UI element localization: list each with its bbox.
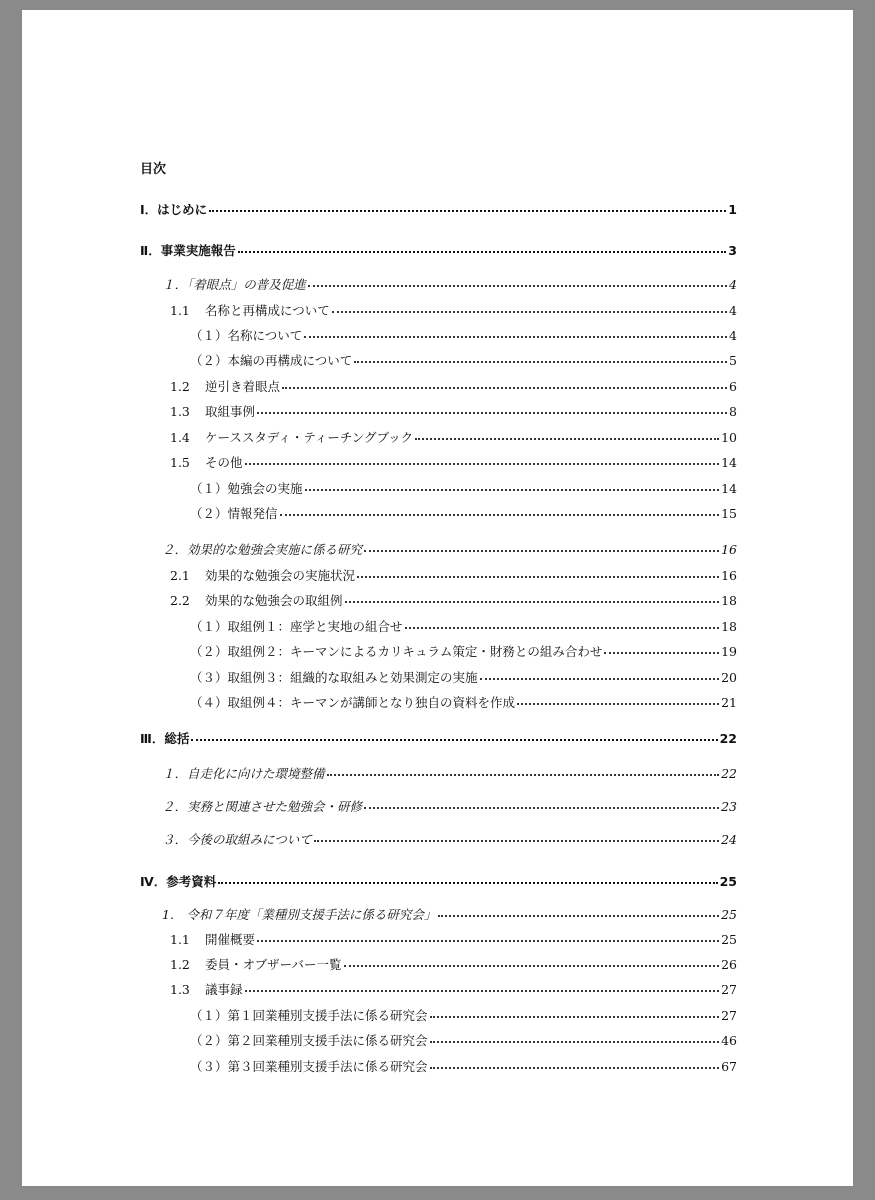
- toc-entry-number: 1.3: [170, 982, 190, 997]
- toc-entry-label: Ⅳ．参考資料: [140, 874, 217, 889]
- toc-entry[interactable]: [190, 479, 737, 497]
- toc-entry-page: 22: [719, 731, 737, 746]
- dot-leader: [364, 806, 719, 809]
- toc-entry[interactable]: [162, 764, 737, 782]
- dot-leader: [305, 488, 720, 491]
- toc-entry-label: 名称と再構成について: [205, 303, 330, 318]
- dot-leader: [480, 677, 720, 680]
- toc-entry-number: 1.1: [170, 303, 190, 318]
- toc-entry[interactable]: [190, 668, 737, 686]
- toc-entry[interactable]: [170, 428, 737, 446]
- dot-leader: [245, 462, 720, 465]
- toc-entry-page: 1: [728, 202, 737, 217]
- toc-entry-page: 18: [721, 593, 737, 608]
- toc-entry-page: 15: [721, 506, 737, 521]
- toc-entry-label: （４）取組例４：キーマンが講師となり独自の資料を作成: [190, 695, 516, 710]
- toc-entry[interactable]: [190, 1006, 737, 1024]
- toc-entry-label: １．「着眼点」の普及促進: [162, 277, 306, 292]
- dot-leader: [517, 702, 719, 705]
- toc-entry-page: 23: [721, 799, 737, 814]
- dot-leader: [245, 989, 720, 992]
- toc-entry[interactable]: [170, 566, 737, 584]
- dot-leader: [191, 738, 717, 741]
- toc-entry-label: （２）第２回業種別支援手法に係る研究会: [190, 1033, 428, 1048]
- toc-entry-label: （３）第３回業種別支援手法に係る研究会: [190, 1059, 428, 1074]
- dot-leader: [345, 600, 720, 603]
- dot-leader: [430, 1066, 720, 1069]
- dot-leader: [327, 773, 720, 776]
- toc-entry[interactable]: [190, 1057, 737, 1075]
- dot-leader: [280, 513, 720, 516]
- toc-entry-page: 10: [721, 430, 737, 445]
- toc-entry-label: （２）取組例２：キーマンによるカリキュラム策定・財務との組み合わせ: [190, 644, 603, 659]
- toc-entry-label: （３）取組例３：組織的な取組みと効果測定の実施: [190, 670, 478, 685]
- toc-entry[interactable]: [190, 642, 737, 660]
- toc-entry-label: 開催概要: [205, 932, 256, 947]
- toc-entry-page: 22: [721, 766, 737, 781]
- toc-entry[interactable]: [162, 830, 737, 848]
- toc-entry-label: 効果的な勉強会の取組例: [205, 593, 343, 608]
- toc-entry-number: 1.5: [170, 455, 190, 470]
- toc-entry-label: 委員・オブザーバー一覧: [205, 957, 342, 972]
- toc-entry[interactable]: [162, 905, 737, 923]
- toc-entry-label: （２）情報発信: [190, 506, 278, 521]
- toc-entry[interactable]: [170, 930, 737, 948]
- toc-entry[interactable]: [170, 377, 737, 395]
- toc-entry-page: 25: [721, 907, 737, 922]
- toc-entry-page: 20: [721, 670, 737, 685]
- toc-entry[interactable]: [170, 453, 737, 471]
- toc-entry[interactable]: [170, 402, 737, 420]
- toc-entry-page: 8: [729, 404, 737, 419]
- table-of-contents: [22, 10, 853, 1186]
- toc-entry-page: 5: [729, 353, 737, 368]
- toc-entry[interactable]: [170, 980, 737, 998]
- toc-entry[interactable]: [190, 351, 737, 369]
- toc-entry-page: 27: [721, 1008, 737, 1023]
- dot-leader: [304, 335, 727, 338]
- toc-entry-label: 議事録: [205, 982, 243, 997]
- dot-leader: [308, 284, 727, 287]
- toc-entry-label: ２．実務と関連させた勉強会・研修: [162, 799, 363, 814]
- toc-entry-page: 67: [721, 1059, 737, 1074]
- dot-leader: [354, 360, 727, 363]
- toc-entry[interactable]: [140, 872, 737, 890]
- dot-leader: [415, 437, 719, 440]
- toc-entry-page: 14: [721, 455, 737, 470]
- dot-leader: [344, 964, 720, 967]
- toc-entry-number: 1.2: [170, 379, 190, 394]
- dot-leader: [209, 209, 726, 212]
- toc-entry[interactable]: [190, 617, 737, 635]
- document-page: [22, 10, 853, 1186]
- toc-entry[interactable]: [170, 301, 737, 319]
- toc-entry-label: （１）取組例１：座学と実地の組合せ: [190, 619, 403, 634]
- toc-entry-page: 16: [721, 542, 737, 557]
- toc-entry-label: （２）本編の再構成について: [190, 353, 353, 368]
- toc-entry-label: ３．今後の取組みについて: [162, 832, 312, 847]
- dot-leader: [238, 250, 727, 253]
- toc-entry[interactable]: [140, 241, 737, 259]
- dot-leader: [430, 1040, 720, 1043]
- dot-leader: [364, 549, 719, 552]
- dot-leader: [357, 575, 719, 578]
- dot-leader: [438, 914, 719, 917]
- toc-title: 目次: [140, 162, 167, 177]
- toc-entry-page: 6: [729, 379, 737, 394]
- toc-entry[interactable]: [190, 326, 737, 344]
- toc-entry[interactable]: [170, 591, 737, 609]
- dot-leader: [218, 881, 717, 884]
- toc-entry-number: 2.1: [170, 568, 190, 583]
- toc-entry[interactable]: [162, 540, 737, 558]
- toc-entry-number: 1.4: [170, 430, 190, 445]
- toc-entry-label: Ⅱ．事業実施報告: [140, 243, 236, 258]
- toc-entry-page: 4: [729, 277, 737, 292]
- dot-leader: [314, 839, 719, 842]
- toc-entry[interactable]: [190, 1031, 737, 1049]
- toc-entry[interactable]: [190, 693, 737, 711]
- toc-entry-page: 26: [721, 957, 737, 972]
- toc-entry-label: ケーススタディ・ティーチングブック: [205, 430, 414, 445]
- toc-entry[interactable]: [162, 797, 737, 815]
- dot-leader: [282, 386, 727, 389]
- toc-entry-page: 27: [721, 982, 737, 997]
- toc-entry-page: 21: [721, 695, 737, 710]
- dot-leader: [257, 411, 727, 414]
- toc-entry[interactable]: [170, 955, 737, 973]
- toc-entry-page: 18: [721, 619, 737, 634]
- toc-entry-label: 取組事例: [205, 404, 256, 419]
- toc-entry-label: １．自走化に向けた環境整備: [162, 766, 325, 781]
- toc-entry-label: 1. 令和７年度「業種別支援手法に係る研究会」: [162, 907, 437, 922]
- toc-entry-label: その他: [205, 455, 243, 470]
- toc-entry-page: 24: [721, 832, 737, 847]
- toc-entry-page: 16: [721, 568, 737, 583]
- toc-entry-label: （１）名称について: [190, 328, 303, 343]
- toc-entry-page: 14: [721, 481, 737, 496]
- toc-entry[interactable]: [140, 729, 737, 747]
- toc-entry[interactable]: [190, 504, 737, 522]
- toc-entry-label: Ⅰ．はじめに: [140, 202, 208, 217]
- toc-entry-label: ２．効果的な勉強会実施に係る研究: [162, 542, 363, 557]
- toc-entry-page: 3: [728, 243, 737, 258]
- toc-entry-page: 4: [729, 328, 737, 343]
- dot-leader: [430, 1015, 720, 1018]
- toc-entry[interactable]: [140, 200, 737, 218]
- dot-leader: [332, 310, 727, 313]
- toc-entry-label: 逆引き着眼点: [205, 379, 281, 394]
- dot-leader: [604, 651, 719, 654]
- toc-entry-label: Ⅲ．総括: [140, 731, 190, 746]
- toc-entry-number: 1.2: [170, 957, 190, 972]
- dot-leader: [405, 626, 720, 629]
- toc-entry-number: 1.1: [170, 932, 190, 947]
- toc-entry-number: 1.3: [170, 404, 190, 419]
- toc-entry-page: 46: [721, 1033, 737, 1048]
- toc-entry-label: 効果的な勉強会の実施状況: [205, 568, 356, 583]
- toc-entry-page: 25: [721, 932, 737, 947]
- dot-leader: [257, 939, 719, 942]
- toc-entry-page: 19: [721, 644, 737, 659]
- toc-entry-number: 2.2: [170, 593, 190, 608]
- toc-entry-label: （１）勉強会の実施: [190, 481, 303, 496]
- toc-entry-label: （１）第１回業種別支援手法に係る研究会: [190, 1008, 428, 1023]
- toc-entry-page: 4: [729, 303, 737, 318]
- toc-entry-page: 25: [719, 874, 737, 889]
- toc-entry[interactable]: [162, 275, 737, 293]
